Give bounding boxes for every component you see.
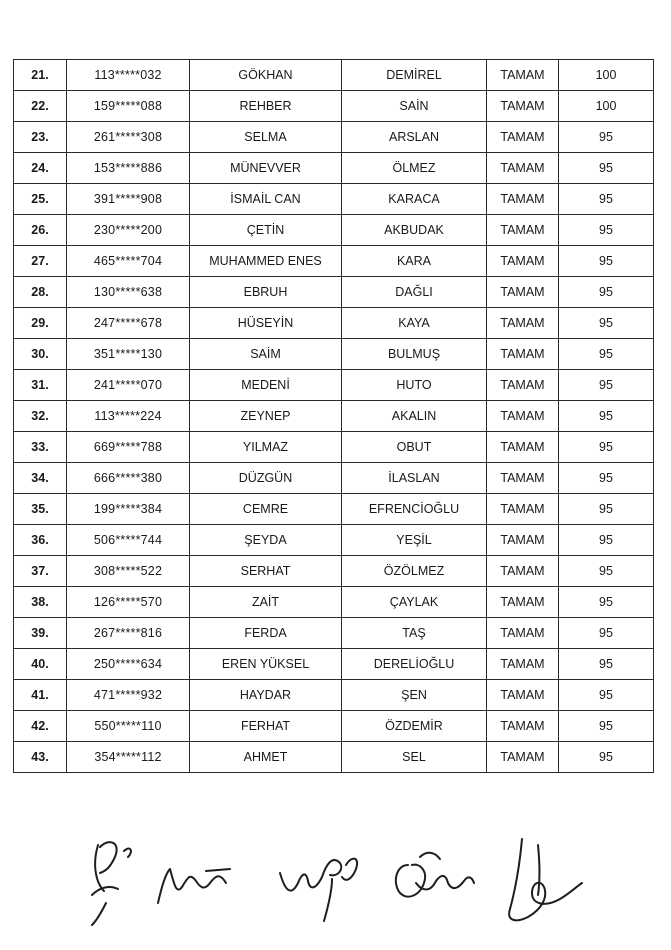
masked-id-cell: 126*****570 xyxy=(67,587,190,618)
results-table xyxy=(13,59,654,773)
last-name-cell: DAĞLI xyxy=(342,277,487,308)
last-name-cell: İLASLAN xyxy=(342,463,487,494)
score-cell: 95 xyxy=(559,215,654,246)
masked-id-cell: 506*****744 xyxy=(67,525,190,556)
status-cell: TAMAM xyxy=(487,215,559,246)
table-row xyxy=(14,742,654,773)
table-row xyxy=(14,308,654,339)
row-number-cell: 35. xyxy=(14,494,67,525)
signature-2 xyxy=(158,869,230,903)
status-cell: TAMAM xyxy=(487,556,559,587)
table-row xyxy=(14,587,654,618)
first-name-cell: SAİM xyxy=(190,339,342,370)
table-row xyxy=(14,246,654,277)
table-row xyxy=(14,525,654,556)
row-number-cell: 27. xyxy=(14,246,67,277)
score-cell: 95 xyxy=(559,184,654,215)
last-name-cell: HUTO xyxy=(342,370,487,401)
table-row xyxy=(14,649,654,680)
last-name-cell: KARA xyxy=(342,246,487,277)
score-cell: 95 xyxy=(559,153,654,184)
status-cell: TAMAM xyxy=(487,308,559,339)
score-cell: 95 xyxy=(559,370,654,401)
table-row xyxy=(14,184,654,215)
status-cell: TAMAM xyxy=(487,742,559,773)
masked-id-cell: 241*****070 xyxy=(67,370,190,401)
score-cell: 95 xyxy=(559,742,654,773)
first-name-cell: ŞEYDA xyxy=(190,525,342,556)
first-name-cell: HAYDAR xyxy=(190,680,342,711)
table-row xyxy=(14,60,654,91)
signature-area xyxy=(70,825,610,935)
first-name-cell: FERHAT xyxy=(190,711,342,742)
last-name-cell: OBUT xyxy=(342,432,487,463)
last-name-cell: AKBUDAK xyxy=(342,215,487,246)
status-cell: TAMAM xyxy=(487,60,559,91)
status-cell: TAMAM xyxy=(487,680,559,711)
masked-id-cell: 308*****522 xyxy=(67,556,190,587)
score-cell: 95 xyxy=(559,618,654,649)
status-cell: TAMAM xyxy=(487,122,559,153)
status-cell: TAMAM xyxy=(487,649,559,680)
status-cell: TAMAM xyxy=(487,618,559,649)
first-name-cell: EREN YÜKSEL xyxy=(190,649,342,680)
signature-4 xyxy=(396,853,474,897)
first-name-cell: İSMAİL CAN xyxy=(190,184,342,215)
status-cell: TAMAM xyxy=(487,401,559,432)
last-name-cell: BULMUŞ xyxy=(342,339,487,370)
score-cell: 95 xyxy=(559,339,654,370)
row-number-cell: 24. xyxy=(14,153,67,184)
first-name-cell: MUHAMMED ENES xyxy=(190,246,342,277)
masked-id-cell: 230*****200 xyxy=(67,215,190,246)
first-name-cell: ÇETİN xyxy=(190,215,342,246)
row-number-cell: 33. xyxy=(14,432,67,463)
table-row xyxy=(14,277,654,308)
last-name-cell: KAYA xyxy=(342,308,487,339)
row-number-cell: 43. xyxy=(14,742,67,773)
status-cell: TAMAM xyxy=(487,339,559,370)
status-cell: TAMAM xyxy=(487,711,559,742)
first-name-cell: AHMET xyxy=(190,742,342,773)
masked-id-cell: 666*****380 xyxy=(67,463,190,494)
row-number-cell: 40. xyxy=(14,649,67,680)
status-cell: TAMAM xyxy=(487,91,559,122)
signatures-svg xyxy=(70,825,610,935)
masked-id-cell: 113*****224 xyxy=(67,401,190,432)
last-name-cell: SAİN xyxy=(342,91,487,122)
last-name-cell: ÇAYLAK xyxy=(342,587,487,618)
score-cell: 95 xyxy=(559,494,654,525)
score-cell: 95 xyxy=(559,711,654,742)
masked-id-cell: 267*****816 xyxy=(67,618,190,649)
row-number-cell: 31. xyxy=(14,370,67,401)
score-cell: 95 xyxy=(559,122,654,153)
signature-5 xyxy=(509,839,582,920)
results-table-body xyxy=(14,60,654,773)
score-cell: 95 xyxy=(559,308,654,339)
first-name-cell: MEDENİ xyxy=(190,370,342,401)
table-row xyxy=(14,339,654,370)
row-number-cell: 34. xyxy=(14,463,67,494)
masked-id-cell: 159*****088 xyxy=(67,91,190,122)
first-name-cell: ZAİT xyxy=(190,587,342,618)
last-name-cell: EFRENCİOĞLU xyxy=(342,494,487,525)
first-name-cell: EBRUH xyxy=(190,277,342,308)
table-row xyxy=(14,711,654,742)
status-cell: TAMAM xyxy=(487,587,559,618)
row-number-cell: 22. xyxy=(14,91,67,122)
first-name-cell: FERDA xyxy=(190,618,342,649)
score-cell: 95 xyxy=(559,401,654,432)
status-cell: TAMAM xyxy=(487,370,559,401)
score-cell: 95 xyxy=(559,463,654,494)
first-name-cell: GÖKHAN xyxy=(190,60,342,91)
score-cell: 100 xyxy=(559,60,654,91)
table-row xyxy=(14,215,654,246)
status-cell: TAMAM xyxy=(487,184,559,215)
table-row xyxy=(14,370,654,401)
score-cell: 95 xyxy=(559,525,654,556)
last-name-cell: ÖZDEMİR xyxy=(342,711,487,742)
masked-id-cell: 247*****678 xyxy=(67,308,190,339)
status-cell: TAMAM xyxy=(487,246,559,277)
table-row xyxy=(14,153,654,184)
masked-id-cell: 351*****130 xyxy=(67,339,190,370)
table-row xyxy=(14,122,654,153)
masked-id-cell: 465*****704 xyxy=(67,246,190,277)
row-number-cell: 37. xyxy=(14,556,67,587)
last-name-cell: ÖLMEZ xyxy=(342,153,487,184)
masked-id-cell: 391*****908 xyxy=(67,184,190,215)
first-name-cell: SERHAT xyxy=(190,556,342,587)
row-number-cell: 29. xyxy=(14,308,67,339)
signature-1 xyxy=(92,842,131,925)
first-name-cell: HÜSEYİN xyxy=(190,308,342,339)
status-cell: TAMAM xyxy=(487,463,559,494)
first-name-cell: MÜNEVVER xyxy=(190,153,342,184)
status-cell: TAMAM xyxy=(487,277,559,308)
last-name-cell: DERELİOĞLU xyxy=(342,649,487,680)
score-cell: 95 xyxy=(559,680,654,711)
masked-id-cell: 354*****112 xyxy=(67,742,190,773)
masked-id-cell: 471*****932 xyxy=(67,680,190,711)
results-sheet xyxy=(13,59,653,817)
table-row xyxy=(14,680,654,711)
score-cell: 95 xyxy=(559,556,654,587)
signature-3 xyxy=(280,859,357,921)
table-row xyxy=(14,463,654,494)
first-name-cell: CEMRE xyxy=(190,494,342,525)
table-row xyxy=(14,556,654,587)
first-name-cell: DÜZGÜN xyxy=(190,463,342,494)
row-number-cell: 25. xyxy=(14,184,67,215)
last-name-cell: ŞEN xyxy=(342,680,487,711)
row-number-cell: 21. xyxy=(14,60,67,91)
first-name-cell: YILMAZ xyxy=(190,432,342,463)
table-row xyxy=(14,494,654,525)
status-cell: TAMAM xyxy=(487,525,559,556)
table-row xyxy=(14,91,654,122)
masked-id-cell: 153*****886 xyxy=(67,153,190,184)
masked-id-cell: 199*****384 xyxy=(67,494,190,525)
row-number-cell: 36. xyxy=(14,525,67,556)
masked-id-cell: 130*****638 xyxy=(67,277,190,308)
row-number-cell: 38. xyxy=(14,587,67,618)
first-name-cell: SELMA xyxy=(190,122,342,153)
last-name-cell: ARSLAN xyxy=(342,122,487,153)
row-number-cell: 39. xyxy=(14,618,67,649)
score-cell: 95 xyxy=(559,649,654,680)
masked-id-cell: 669*****788 xyxy=(67,432,190,463)
status-cell: TAMAM xyxy=(487,432,559,463)
score-cell: 95 xyxy=(559,277,654,308)
last-name-cell: DEMİREL xyxy=(342,60,487,91)
masked-id-cell: 250*****634 xyxy=(67,649,190,680)
last-name-cell: YEŞİL xyxy=(342,525,487,556)
score-cell: 95 xyxy=(559,246,654,277)
row-number-cell: 41. xyxy=(14,680,67,711)
table-row xyxy=(14,401,654,432)
status-cell: TAMAM xyxy=(487,494,559,525)
row-number-cell: 30. xyxy=(14,339,67,370)
row-number-cell: 23. xyxy=(14,122,67,153)
last-name-cell: AKALIN xyxy=(342,401,487,432)
score-cell: 100 xyxy=(559,91,654,122)
first-name-cell: REHBER xyxy=(190,91,342,122)
row-number-cell: 28. xyxy=(14,277,67,308)
score-cell: 95 xyxy=(559,432,654,463)
score-cell: 95 xyxy=(559,587,654,618)
row-number-cell: 42. xyxy=(14,711,67,742)
first-name-cell: ZEYNEP xyxy=(190,401,342,432)
last-name-cell: TAŞ xyxy=(342,618,487,649)
row-number-cell: 32. xyxy=(14,401,67,432)
masked-id-cell: 550*****110 xyxy=(67,711,190,742)
table-row xyxy=(14,432,654,463)
table-row xyxy=(14,618,654,649)
status-cell: TAMAM xyxy=(487,153,559,184)
masked-id-cell: 261*****308 xyxy=(67,122,190,153)
masked-id-cell: 113*****032 xyxy=(67,60,190,91)
last-name-cell: SEL xyxy=(342,742,487,773)
last-name-cell: ÖZÖLMEZ xyxy=(342,556,487,587)
last-name-cell: KARACA xyxy=(342,184,487,215)
row-number-cell: 26. xyxy=(14,215,67,246)
